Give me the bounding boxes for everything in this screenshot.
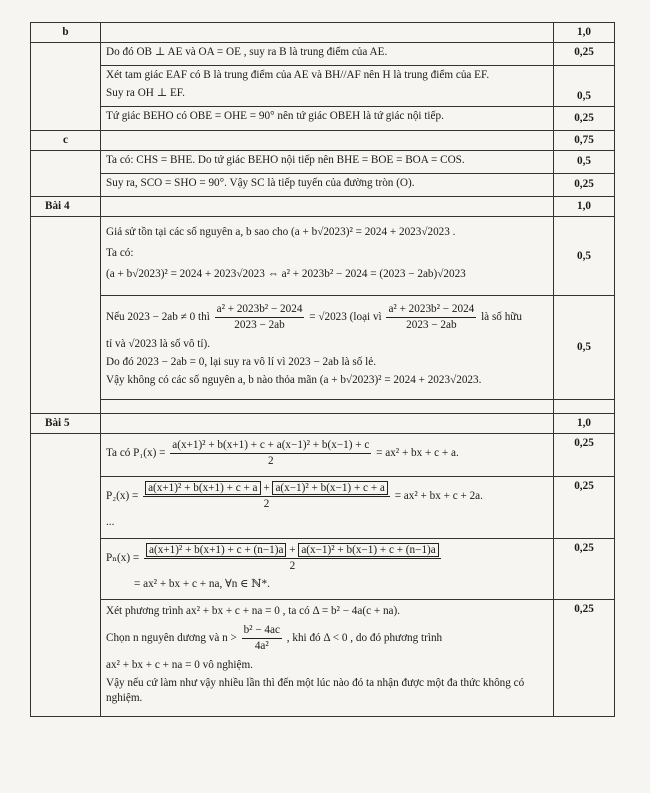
- score-cell: 1,0: [554, 196, 615, 216]
- content-cell: [101, 477, 554, 538]
- solution-line: tỉ và √2023 là số vô tỉ).: [106, 337, 211, 350]
- text-fragment: Ta có P₁(x) =: [106, 447, 166, 460]
- fraction-denominator: 2: [263, 498, 270, 511]
- solution-line: Tứ giác BEHO có OBE = OHE = 90° nên tứ giác OBEH là tứ giác nội tiếp.: [106, 110, 444, 123]
- fraction-numerator: a² + 2023b² − 2024: [386, 302, 476, 318]
- fraction-numerator: a(x+1)² + b(x+1) + c + a + a(x−1)² + b(x−1) + c + a: [143, 481, 390, 497]
- bracket-term: a(x+1)² + b(x+1) + c + (n−1)a: [146, 543, 286, 557]
- text-fragment: Chọn n nguyên dương và n >: [106, 632, 237, 645]
- text-fragment: = ax² + bx + c + 2a.: [394, 490, 483, 503]
- bracket-term: a(x−1)² + b(x−1) + c + (n−1)a: [298, 543, 438, 557]
- empty-cell: [554, 399, 615, 413]
- content-cell: [101, 216, 554, 295]
- fraction-numerator: a(x+1)² + b(x+1) + c + (n−1)a + a(x−1)² + b(x−1) + c + (n−1)a: [144, 543, 441, 559]
- table-row: [31, 296, 615, 400]
- solution-line: [106, 623, 548, 654]
- score-cell: 0,25: [554, 43, 615, 66]
- fraction: [215, 302, 305, 333]
- solution-line: [106, 438, 548, 469]
- text-fragment: = ax² + bx + c + a.: [376, 447, 459, 460]
- table-row: [31, 433, 615, 476]
- text-fragment: , khi đó Δ < 0 , do đó phương trình: [286, 632, 443, 645]
- solution-line: ...: [106, 516, 115, 529]
- solution-line: = ax² + bx + c + na, ∀n ∈ ℕ*.: [134, 577, 270, 590]
- fraction-numerator: a(x+1)² + b(x+1) + c + a(x−1)² + b(x−1) + c: [170, 438, 371, 454]
- content-cell: [101, 296, 554, 400]
- score-cell: 0,25: [554, 477, 615, 538]
- fraction-denominator: 2023 − 2ab: [406, 319, 457, 332]
- score-cell: 0,25: [554, 107, 615, 130]
- score-cell: 0,25: [554, 538, 615, 599]
- solution-line: Suy ra, SCO = SHO = 90°. Vậy SC là tiếp tuyến của đường tròn (O).: [106, 176, 415, 189]
- score-cell: 0,25: [554, 173, 615, 196]
- solution-line: [106, 481, 548, 512]
- fraction-numerator: b² − 4ac: [242, 623, 282, 639]
- content-cell: [101, 43, 554, 66]
- table-row: [31, 150, 615, 173]
- table-row: [31, 107, 615, 130]
- text-fragment: Pₙ(x) =: [106, 551, 140, 564]
- text-fragment: P₂(x) =: [106, 490, 139, 503]
- text-fragment: là số hữu: [481, 311, 522, 324]
- empty-label-cell: [31, 43, 101, 130]
- empty-label-cell: [31, 150, 101, 196]
- content-cell: [101, 66, 554, 107]
- content-cell: [101, 433, 554, 476]
- table-row: [31, 599, 615, 716]
- text-fragment: = √2023 (loại vì: [309, 311, 382, 324]
- table-row: [31, 477, 615, 538]
- bracket-term: a(x+1)² + b(x+1) + c + a: [145, 481, 260, 495]
- solution-line: Ta có: CHS = BHE. Do tứ giác BEHO nội tiếp nên BHE = BOE = BOA = COS.: [106, 153, 465, 166]
- solution-line: Do đó OB ⊥ AE và OA = OE , suy ra B là trung điểm của AE.: [106, 46, 388, 59]
- table-row: [31, 130, 615, 150]
- fraction: [242, 623, 282, 654]
- score-cell: 0,5: [554, 216, 615, 295]
- bracket-term: a(x−1)² + b(x−1) + c + a: [272, 481, 387, 495]
- table-row: [31, 216, 615, 295]
- solution-line: [106, 543, 548, 574]
- empty-label-cell: [31, 433, 101, 716]
- empty-label-cell: [31, 216, 101, 413]
- table-row: [31, 173, 615, 196]
- score-cell: 1,0: [554, 413, 615, 433]
- content-cell: [101, 173, 554, 196]
- table-row: [31, 413, 615, 433]
- content-cell: [101, 599, 554, 716]
- fraction: [144, 543, 441, 574]
- table-row: [31, 23, 615, 43]
- empty-cell: [101, 413, 554, 433]
- content-cell: [101, 538, 554, 599]
- fraction-denominator: 2: [289, 559, 296, 572]
- score-cell: 0,75: [554, 130, 615, 150]
- score-cell: 0,5: [554, 150, 615, 173]
- fraction: [143, 481, 390, 512]
- solution-line: Xét tam giác EAF có B là trung điểm của AE và BH//AF nên H là trung điểm của EF.: [106, 69, 490, 82]
- score-cell: 1,0: [554, 23, 615, 43]
- empty-cell: [101, 130, 554, 150]
- part-label: c: [31, 130, 101, 150]
- solution-line: Vậy không có các số nguyên a, b nào thỏa mãn (a + b√2023)² = 2024 + 2023√2023.: [106, 373, 482, 386]
- solution-line: [106, 302, 548, 333]
- text-fragment: Nếu 2023 − 2ab ≠ 0 thì: [106, 311, 210, 324]
- score-cell: 0,5: [554, 296, 615, 400]
- grading-table: [30, 22, 615, 717]
- solution-line: Xét phương trình ax² + bx + c + na = 0 , ta có Δ = b² − 4a(c + na).: [106, 604, 401, 617]
- problem-label: Bài 5: [31, 413, 101, 433]
- fraction-numerator: a² + 2023b² − 2024: [215, 302, 305, 318]
- table-row: [31, 538, 615, 599]
- content-cell: [101, 107, 554, 130]
- table-row: [31, 66, 615, 107]
- score-cell: 0,5: [554, 66, 615, 107]
- table-row: [31, 196, 615, 216]
- solution-line: Suy ra OH ⊥ EF.: [106, 87, 185, 100]
- empty-cell: [101, 23, 554, 43]
- solution-line: (a + b√2023)² = 2024 + 2023√2023 ⇔ a² + 2023b² − 2024 = (2023 − 2ab)√2023: [106, 268, 466, 281]
- table-row: [31, 399, 615, 413]
- solution-line: Vậy nếu cứ làm như vậy nhiều lần thì đến một lúc nào đó ta nhận được một đa thức không có nghiệm.: [106, 677, 525, 705]
- content-cell: [101, 150, 554, 173]
- fraction: [386, 302, 476, 333]
- fraction-denominator: 2: [267, 455, 274, 468]
- table-row: [31, 43, 615, 66]
- empty-cell: [101, 399, 554, 413]
- fraction-denominator: 4a²: [254, 640, 269, 653]
- empty-cell: [101, 196, 554, 216]
- solution-line: ax² + bx + c + na = 0 vô nghiệm.: [106, 659, 253, 672]
- solution-line: Giả sử tồn tại các số nguyên a, b sao cho (a + b√2023)² = 2024 + 2023√2023 .: [106, 225, 456, 238]
- problem-label: Bài 4: [31, 196, 101, 216]
- solution-line: Do đó 2023 − 2ab = 0, lại suy ra vô lí vì 2023 − 2ab là số lẻ.: [106, 355, 376, 368]
- part-label: b: [31, 23, 101, 43]
- score-cell: 0,25: [554, 433, 615, 476]
- score-cell: 0,25: [554, 599, 615, 716]
- fraction-denominator: 2023 − 2ab: [234, 319, 285, 332]
- solution-line: Ta có:: [106, 247, 134, 260]
- fraction: [170, 438, 371, 469]
